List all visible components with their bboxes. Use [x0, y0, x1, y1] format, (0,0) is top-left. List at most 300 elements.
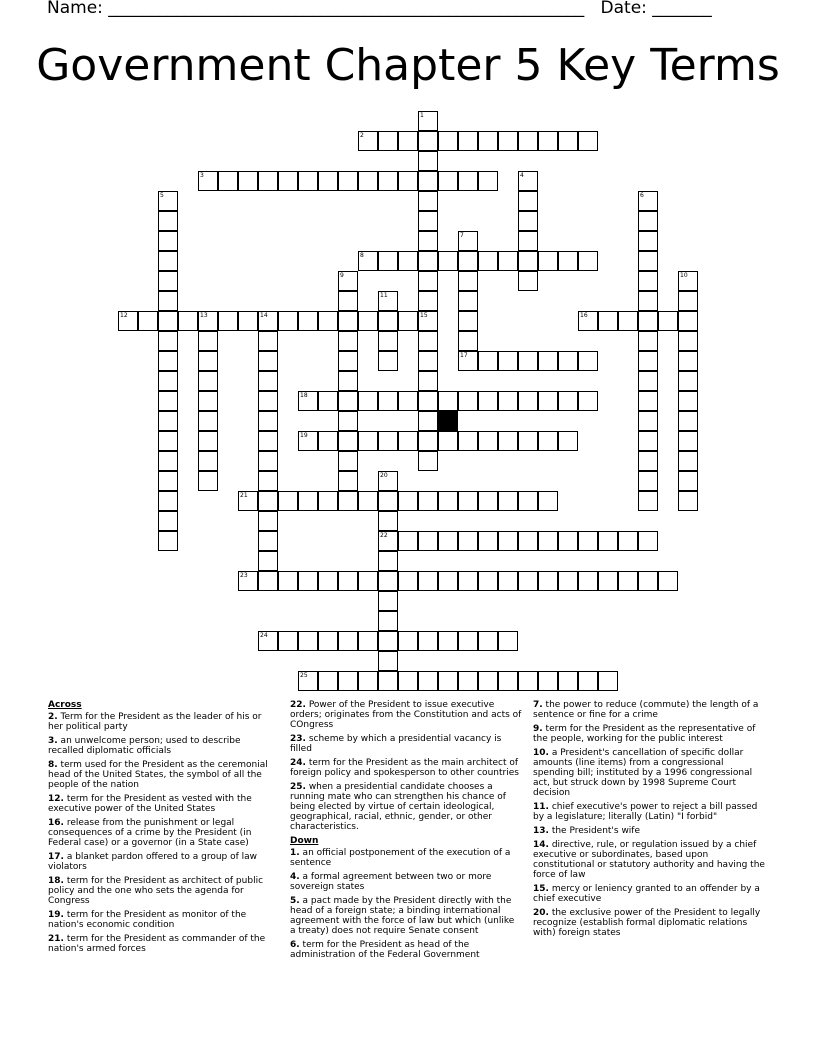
crossword-cell[interactable] — [418, 271, 438, 291]
crossword-cell[interactable] — [478, 631, 498, 651]
crossword-cell[interactable] — [338, 471, 358, 491]
crossword-cell[interactable] — [538, 251, 558, 271]
crossword-cell[interactable] — [518, 531, 538, 551]
crossword-cell[interactable] — [158, 531, 178, 551]
crossword-cell[interactable] — [378, 431, 398, 451]
crossword-cell[interactable] — [518, 571, 538, 591]
crossword-cell[interactable] — [418, 311, 438, 331]
crossword-cell[interactable] — [518, 171, 538, 191]
crossword-cell[interactable] — [318, 171, 338, 191]
crossword-cell[interactable] — [458, 671, 478, 691]
crossword-cell[interactable] — [478, 171, 498, 191]
crossword-cell[interactable] — [458, 271, 478, 291]
crossword-cell[interactable] — [358, 171, 378, 191]
crossword-cell[interactable] — [478, 431, 498, 451]
crossword-cell[interactable] — [638, 251, 658, 271]
crossword-cell[interactable] — [438, 431, 458, 451]
crossword-cell[interactable] — [458, 331, 478, 351]
crossword-cell[interactable] — [678, 271, 698, 291]
crossword-cell[interactable] — [418, 371, 438, 391]
crossword-cell[interactable] — [598, 531, 618, 551]
crossword-cell[interactable] — [278, 571, 298, 591]
crossword-cell[interactable] — [278, 491, 298, 511]
crossword-cell[interactable] — [518, 251, 538, 271]
crossword-cell[interactable] — [378, 511, 398, 531]
crossword-cell[interactable] — [378, 391, 398, 411]
crossword-cell[interactable] — [358, 131, 378, 151]
crossword-cell[interactable] — [498, 251, 518, 271]
crossword-cell[interactable] — [338, 371, 358, 391]
crossword-cell[interactable] — [518, 431, 538, 451]
crossword-cell[interactable] — [458, 491, 478, 511]
crossword-cell[interactable] — [258, 571, 278, 591]
crossword-cell[interactable] — [458, 251, 478, 271]
crossword-cell[interactable] — [418, 251, 438, 271]
crossword-cell[interactable] — [558, 671, 578, 691]
crossword-cell[interactable] — [418, 631, 438, 651]
crossword-cell[interactable] — [238, 571, 258, 591]
crossword-cell[interactable] — [538, 391, 558, 411]
clue-number-label: 7. — [533, 700, 543, 710]
crossword-cell[interactable] — [498, 631, 518, 651]
crossword-cell[interactable] — [398, 131, 418, 151]
crossword-cell[interactable] — [578, 351, 598, 371]
crossword-cell[interactable] — [538, 491, 558, 511]
crossword-cell[interactable] — [518, 211, 538, 231]
crossword-cell[interactable] — [458, 291, 478, 311]
crossword-cell[interactable] — [538, 431, 558, 451]
crossword-cell[interactable] — [638, 351, 658, 371]
crossword-cell[interactable] — [318, 431, 338, 451]
crossword-cell[interactable] — [158, 471, 178, 491]
crossword-cell[interactable] — [158, 271, 178, 291]
crossword-cell[interactable] — [658, 311, 678, 331]
crossword-cell[interactable] — [678, 371, 698, 391]
crossword-cell[interactable] — [518, 671, 538, 691]
crossword-cell[interactable] — [378, 171, 398, 191]
crossword-cell[interactable] — [418, 531, 438, 551]
clue-text: when a presidential candidate chooses a running mate who can strengthen his chance of being elected by virtue of certain ideological, geographical, racial, ethnic, gender, or other characteristics. — [290, 782, 506, 832]
crossword-cell[interactable] — [418, 391, 438, 411]
crossword-cell[interactable] — [398, 531, 418, 551]
crossword-cell[interactable] — [458, 431, 478, 451]
crossword-cell[interactable] — [158, 211, 178, 231]
crossword-cell[interactable] — [258, 471, 278, 491]
crossword-cell[interactable] — [518, 231, 538, 251]
crossword-cell[interactable] — [558, 431, 578, 451]
crossword-cell[interactable] — [418, 151, 438, 171]
crossword-cell[interactable] — [278, 171, 298, 191]
clue-text: term for the President as monitor of the nation's economic condition — [48, 910, 247, 930]
crossword-cell[interactable] — [418, 571, 438, 591]
clue-item — [290, 758, 522, 778]
crossword-cell[interactable] — [298, 431, 318, 451]
crossword-cell[interactable] — [558, 251, 578, 271]
crossword-cell[interactable] — [338, 451, 358, 471]
crossword-cell[interactable] — [378, 611, 398, 631]
crossword-cell[interactable] — [478, 571, 498, 591]
crossword-cell[interactable] — [178, 311, 198, 331]
crossword-cell[interactable] — [498, 491, 518, 511]
crossword-cell[interactable] — [678, 291, 698, 311]
crossword-cell[interactable] — [158, 391, 178, 411]
crossword-cell[interactable] — [638, 391, 658, 411]
crossword-cell[interactable] — [338, 391, 358, 411]
crossword-cell[interactable] — [378, 131, 398, 151]
crossword-cell[interactable] — [398, 391, 418, 411]
crossword-cell[interactable] — [438, 631, 458, 651]
crossword-cell[interactable] — [378, 491, 398, 511]
crossword-cell[interactable] — [598, 311, 618, 331]
crossword-cell[interactable] — [378, 531, 398, 551]
clue-number-label: 22. — [290, 700, 306, 710]
crossword-cell[interactable] — [358, 311, 378, 331]
crossword-cell[interactable] — [258, 451, 278, 471]
crossword-cell[interactable] — [638, 211, 658, 231]
crossword-cell[interactable] — [338, 571, 358, 591]
crossword-cell[interactable] — [258, 171, 278, 191]
crossword-cell[interactable] — [338, 351, 358, 371]
crossword-cell[interactable] — [258, 631, 278, 651]
crossword-cell[interactable] — [158, 291, 178, 311]
crossword-cell[interactable] — [438, 531, 458, 551]
clue-number: 5 — [160, 192, 164, 199]
crossword-cell[interactable] — [638, 271, 658, 291]
crossword-cell[interactable] — [558, 391, 578, 411]
crossword-cell[interactable] — [198, 351, 218, 371]
crossword-cell[interactable] — [638, 431, 658, 451]
crossword-cell[interactable] — [418, 411, 438, 431]
crossword-cell[interactable] — [418, 231, 438, 251]
crossword-cell[interactable] — [438, 131, 458, 151]
crossword-cell[interactable] — [278, 631, 298, 651]
clue-number: 23 — [240, 572, 248, 579]
crossword-cell[interactable] — [658, 571, 678, 591]
crossword-cell[interactable] — [378, 651, 398, 671]
crossword-cell[interactable] — [538, 131, 558, 151]
crossword-cell[interactable] — [458, 631, 478, 651]
crossword-cell[interactable] — [358, 251, 378, 271]
crossword-cell[interactable] — [378, 291, 398, 311]
crossword-cell[interactable] — [538, 571, 558, 591]
crossword-cell[interactable] — [438, 391, 458, 411]
crossword-cell[interactable] — [338, 311, 358, 331]
crossword-cell[interactable] — [158, 411, 178, 431]
crossword-cell[interactable] — [458, 351, 478, 371]
crossword-cell[interactable] — [298, 631, 318, 651]
name-blank[interactable]: ________________________________________________________ — [108, 0, 585, 18]
clue-item — [48, 794, 270, 814]
crossword-cell[interactable] — [198, 331, 218, 351]
crossword-cell[interactable] — [678, 431, 698, 451]
crossword-cell[interactable] — [458, 131, 478, 151]
crossword-cell[interactable] — [478, 251, 498, 271]
crossword-cell[interactable] — [198, 311, 218, 331]
crossword-cell[interactable] — [578, 311, 598, 331]
clue-item — [533, 802, 765, 822]
crossword-cell[interactable] — [338, 431, 358, 451]
crossword-cell[interactable] — [218, 171, 238, 191]
clue-text: Power of the President to issue executive orders; originates from the Constitution and acts of COngress — [290, 700, 522, 730]
crossword-cell[interactable] — [318, 391, 338, 411]
crossword-cell[interactable] — [618, 571, 638, 591]
crossword-cell[interactable] — [498, 431, 518, 451]
crossword-cell[interactable] — [678, 311, 698, 331]
across-heading: Across — [48, 700, 82, 710]
crossword-cell[interactable] — [438, 251, 458, 271]
crossword-cell[interactable] — [198, 391, 218, 411]
crossword-cell[interactable] — [578, 671, 598, 691]
crossword-cell[interactable] — [638, 371, 658, 391]
clue-number: 9 — [340, 272, 344, 279]
crossword-cell[interactable] — [258, 371, 278, 391]
clue-text: an official postponement of the execution of a sentence — [290, 848, 511, 868]
crossword-cell[interactable] — [158, 371, 178, 391]
crossword-cell[interactable] — [478, 391, 498, 411]
crossword-cell[interactable] — [558, 531, 578, 551]
crossword-cell[interactable] — [618, 531, 638, 551]
crossword-cell[interactable] — [578, 531, 598, 551]
crossword-cell[interactable] — [258, 531, 278, 551]
crossword-cell[interactable] — [578, 391, 598, 411]
crossword-cell[interactable] — [378, 591, 398, 611]
crossword-cell[interactable] — [538, 351, 558, 371]
crossword-cell[interactable] — [638, 291, 658, 311]
crossword-cell[interactable] — [258, 411, 278, 431]
crossword-cell[interactable] — [298, 571, 318, 591]
crossword-cell[interactable] — [158, 251, 178, 271]
crossword-cell[interactable] — [378, 551, 398, 571]
crossword-cell[interactable] — [558, 571, 578, 591]
crossword-cell[interactable] — [318, 491, 338, 511]
crossword-cell[interactable] — [258, 311, 278, 331]
crossword-cell[interactable] — [418, 171, 438, 191]
crossword-cell[interactable] — [158, 491, 178, 511]
crossword-cell[interactable] — [438, 571, 458, 591]
crossword-cell[interactable] — [438, 491, 458, 511]
crossword-cell[interactable] — [338, 331, 358, 351]
crossword-cell[interactable] — [298, 171, 318, 191]
crossword-cell[interactable] — [198, 451, 218, 471]
crossword-cell[interactable] — [158, 191, 178, 211]
crossword-cell[interactable] — [638, 571, 658, 591]
crossword-cell[interactable] — [438, 171, 458, 191]
crossword-cell[interactable] — [418, 291, 438, 311]
crossword-cell[interactable] — [638, 491, 658, 511]
crossword-cell[interactable] — [678, 411, 698, 431]
date-blank[interactable]: _______ — [652, 0, 712, 18]
crossword-cell[interactable] — [578, 571, 598, 591]
crossword-cell[interactable] — [358, 431, 378, 451]
crossword-cell[interactable] — [578, 131, 598, 151]
crossword-cell[interactable] — [338, 491, 358, 511]
clue-item — [48, 934, 270, 954]
crossword-cell[interactable] — [458, 531, 478, 551]
crossword-cell[interactable] — [498, 671, 518, 691]
crossword-cell[interactable] — [338, 291, 358, 311]
crossword-cell[interactable] — [158, 431, 178, 451]
crossword-cell[interactable] — [198, 371, 218, 391]
crossword-cell[interactable] — [338, 671, 358, 691]
crossword-cell[interactable] — [358, 491, 378, 511]
crossword-cell[interactable] — [298, 311, 318, 331]
crossword-cell[interactable] — [258, 391, 278, 411]
crossword-cell[interactable] — [378, 631, 398, 651]
crossword-cell[interactable] — [498, 391, 518, 411]
crossword-cell[interactable] — [338, 631, 358, 651]
crossword-cell[interactable] — [518, 391, 538, 411]
crossword-cell[interactable] — [638, 311, 658, 331]
crossword-cell[interactable] — [158, 331, 178, 351]
crossword-cell[interactable] — [458, 391, 478, 411]
crossword-cell[interactable] — [198, 411, 218, 431]
crossword-cell[interactable] — [678, 491, 698, 511]
crossword-cell[interactable] — [338, 271, 358, 291]
crossword-cell[interactable] — [598, 671, 618, 691]
crossword-cell[interactable] — [398, 571, 418, 591]
crossword-cell[interactable] — [498, 531, 518, 551]
crossword-cell[interactable] — [258, 491, 278, 511]
crossword-cell[interactable] — [678, 391, 698, 411]
crossword-cell[interactable] — [398, 431, 418, 451]
clue-text: mercy or leniency granted to an offender by a chief executive — [533, 884, 760, 904]
crossword-cell[interactable] — [378, 671, 398, 691]
crossword-cell[interactable] — [418, 191, 438, 211]
crossword-cell[interactable] — [378, 571, 398, 591]
crossword-cell[interactable] — [358, 571, 378, 591]
crossword-cell[interactable] — [638, 531, 658, 551]
crossword-cell[interactable] — [418, 211, 438, 231]
crossword-cell[interactable] — [238, 171, 258, 191]
crossword-cell[interactable] — [378, 331, 398, 351]
crossword-cell[interactable] — [418, 451, 438, 471]
crossword-cell[interactable] — [318, 631, 338, 651]
crossword-cell[interactable] — [318, 571, 338, 591]
crossword-cell[interactable] — [398, 671, 418, 691]
crossword-cell[interactable] — [558, 131, 578, 151]
crossword-cell[interactable] — [198, 471, 218, 491]
crossword-cell[interactable] — [398, 251, 418, 271]
crossword-cell[interactable] — [478, 491, 498, 511]
crossword-cell[interactable] — [218, 311, 238, 331]
crossword-cell[interactable] — [298, 491, 318, 511]
crossword-cell[interactable] — [638, 331, 658, 351]
crossword-cell[interactable] — [558, 351, 578, 371]
crossword-cell[interactable] — [638, 471, 658, 491]
clue-number: 19 — [300, 432, 308, 439]
crossword-cell[interactable] — [158, 311, 178, 331]
crossword-cell[interactable] — [358, 631, 378, 651]
crossword-cell[interactable] — [378, 351, 398, 371]
crossword-cell[interactable] — [638, 191, 658, 211]
crossword-cell[interactable] — [618, 311, 638, 331]
crossword-cell[interactable] — [418, 431, 438, 451]
crossword-cell[interactable] — [278, 311, 298, 331]
crossword-cell[interactable] — [318, 671, 338, 691]
crossword-cell[interactable] — [678, 471, 698, 491]
crossword-cell[interactable] — [298, 391, 318, 411]
crossword-cell[interactable] — [338, 171, 358, 191]
crossword-cell[interactable] — [318, 311, 338, 331]
crossword-cell[interactable] — [418, 491, 438, 511]
crossword-cell[interactable] — [358, 391, 378, 411]
crossword-cell[interactable] — [258, 431, 278, 451]
crossword-cell[interactable] — [678, 351, 698, 371]
crossword-cell[interactable] — [478, 671, 498, 691]
crossword-cell[interactable] — [398, 311, 418, 331]
crossword-cell[interactable] — [158, 231, 178, 251]
crossword-cell[interactable] — [258, 551, 278, 571]
clue-text: term for the President as commander of the nation's armed forces — [48, 934, 266, 954]
crossword-cell[interactable] — [458, 311, 478, 331]
crossword-cell[interactable] — [538, 671, 558, 691]
crossword-cell[interactable] — [118, 311, 138, 331]
crossword-cell[interactable] — [378, 251, 398, 271]
crossword-cell[interactable] — [398, 491, 418, 511]
crossword-cell[interactable] — [418, 331, 438, 351]
crossword-cell[interactable] — [398, 631, 418, 651]
crossword-cell[interactable] — [478, 351, 498, 371]
crossword-cell[interactable] — [678, 451, 698, 471]
crossword-cell[interactable] — [438, 671, 458, 691]
crossword-cell[interactable] — [518, 491, 538, 511]
crossword-cell[interactable] — [498, 351, 518, 371]
crossword-cell[interactable] — [458, 231, 478, 251]
crossword-cell[interactable] — [638, 231, 658, 251]
crossword-cell[interactable] — [418, 111, 438, 131]
crossword-cell[interactable] — [478, 531, 498, 551]
crossword-cell[interactable] — [398, 171, 418, 191]
crossword-cell[interactable] — [518, 191, 538, 211]
crossword-cell[interactable] — [518, 131, 538, 151]
crossword-cell[interactable] — [538, 531, 558, 551]
crossword-cell[interactable] — [258, 351, 278, 371]
crossword-cell[interactable] — [238, 311, 258, 331]
crossword-cell[interactable] — [378, 471, 398, 491]
crossword-cell[interactable] — [598, 571, 618, 591]
crossword-cell[interactable] — [198, 171, 218, 191]
crossword-cell[interactable] — [158, 511, 178, 531]
clue-number-label: 8. — [48, 760, 58, 770]
crossword-cell[interactable] — [258, 331, 278, 351]
crossword-cell[interactable] — [158, 451, 178, 471]
crossword-cell[interactable] — [238, 491, 258, 511]
crossword-cell[interactable] — [458, 571, 478, 591]
crossword-cell[interactable] — [638, 451, 658, 471]
crossword-cell[interactable] — [258, 511, 278, 531]
crossword-cell[interactable] — [478, 131, 498, 151]
crossword-cell[interactable] — [338, 411, 358, 431]
crossword-cell[interactable] — [138, 311, 158, 331]
crossword-cell[interactable] — [498, 571, 518, 591]
clue-text: term for the President as architect of public policy and the one who sets the agenda for Congress — [48, 876, 264, 906]
crossword-cell[interactable] — [578, 251, 598, 271]
crossword-cell[interactable] — [158, 351, 178, 371]
crossword-cell[interactable] — [458, 171, 478, 191]
crossword-cell[interactable] — [198, 431, 218, 451]
crossword-cell[interactable] — [518, 351, 538, 371]
crossword-cell[interactable] — [418, 351, 438, 371]
crossword-cell[interactable] — [518, 271, 538, 291]
crossword-cell[interactable] — [298, 671, 318, 691]
crossword-cell[interactable] — [678, 331, 698, 351]
crossword-cell[interactable] — [358, 671, 378, 691]
crossword-cell[interactable] — [418, 671, 438, 691]
crossword-cell[interactable] — [498, 131, 518, 151]
crossword-cell[interactable] — [378, 311, 398, 331]
crossword-cell[interactable] — [638, 411, 658, 431]
crossword-cell[interactable] — [418, 131, 438, 151]
